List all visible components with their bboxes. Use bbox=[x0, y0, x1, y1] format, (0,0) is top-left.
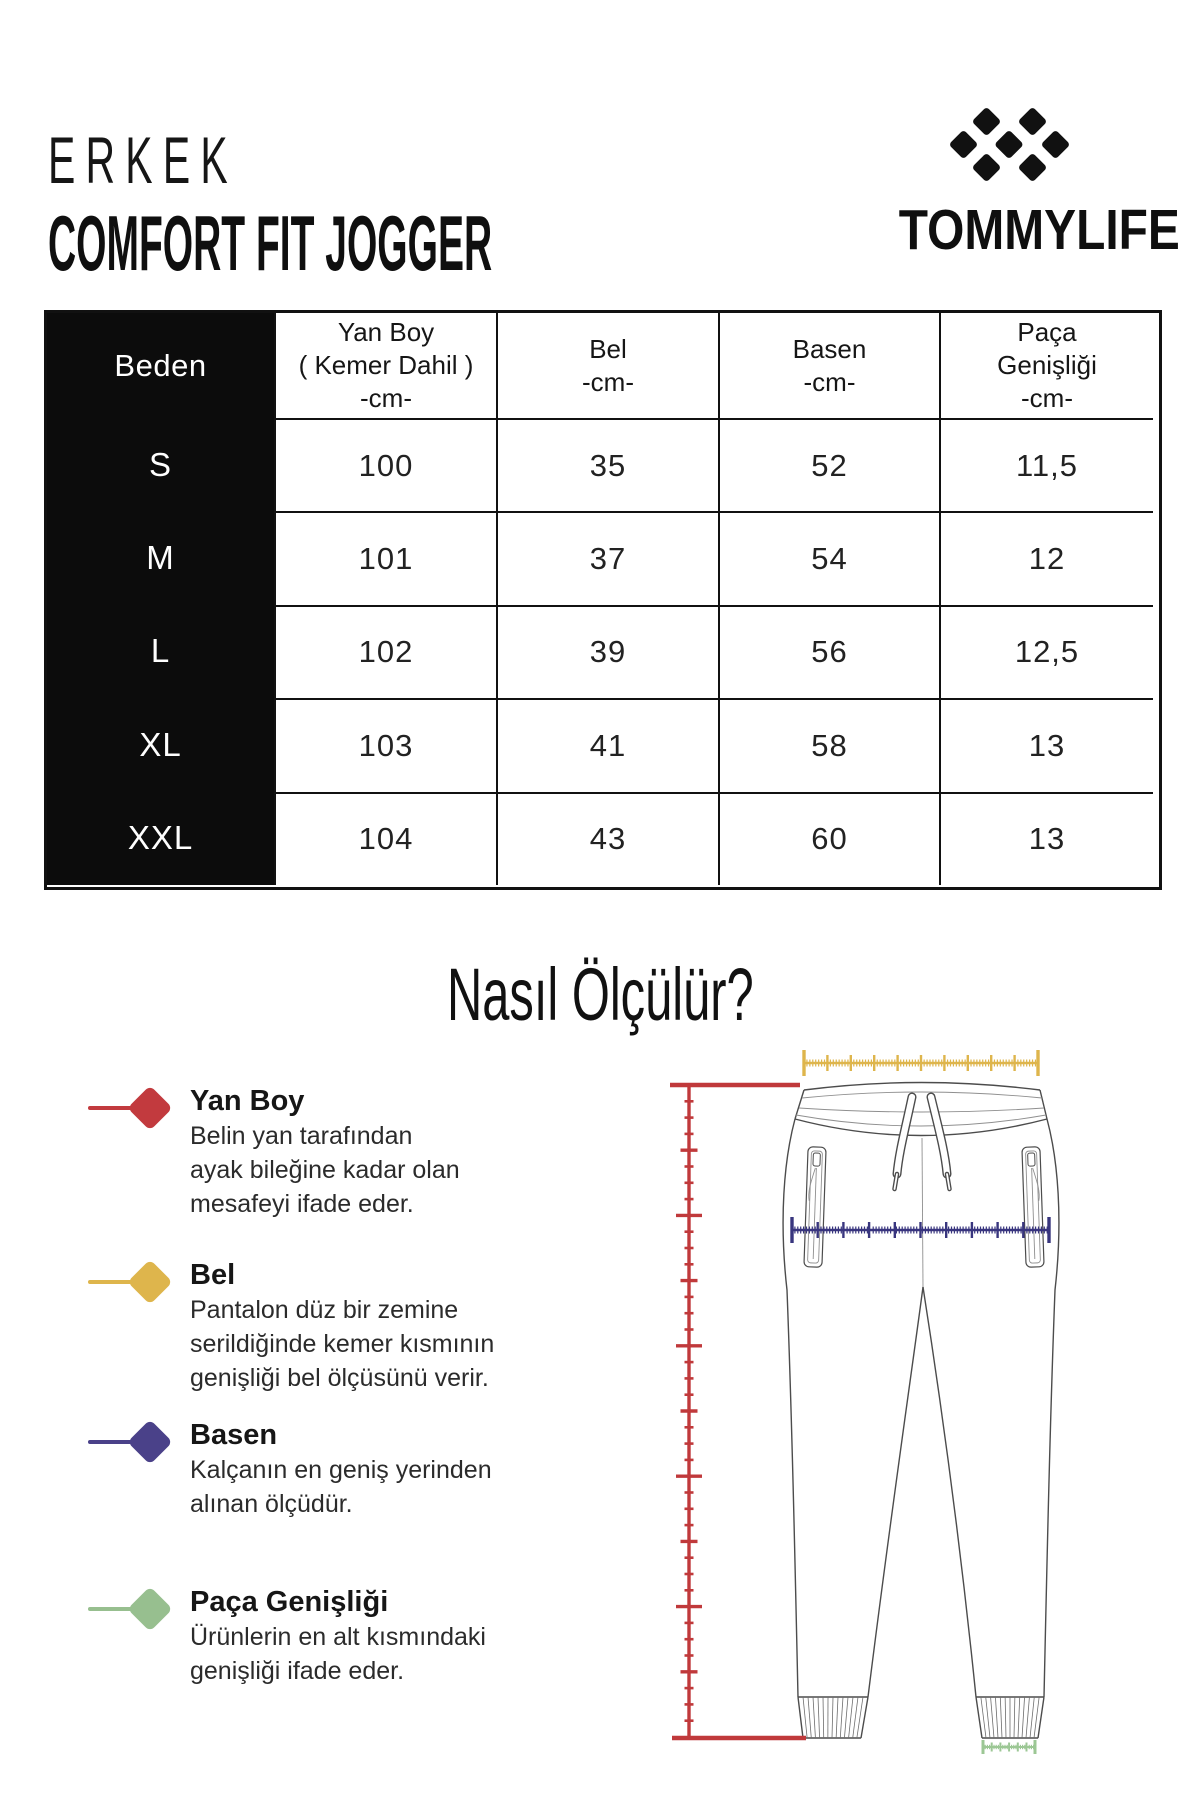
table-cell: 100 bbox=[274, 418, 496, 511]
legend-description: Belin yan tarafından ayak bileğine kadar olan mesafeyi ifade eder. bbox=[190, 1122, 460, 1218]
legend-description: Ürünlerin en alt kısmındaki genişliği ifade eder. bbox=[190, 1623, 486, 1685]
brand-logo-diamonds-icon bbox=[942, 95, 1082, 195]
bel-diamond-icon bbox=[88, 1259, 184, 1305]
column-header-yan-boy: Yan Boy ( Kemer Dahil ) -cm- bbox=[274, 313, 496, 418]
table-cell: 13 bbox=[939, 698, 1153, 791]
cuff-rib-lines bbox=[803, 1697, 1039, 1738]
table-cell: 12 bbox=[939, 511, 1153, 604]
legend-label: Bel bbox=[190, 1259, 236, 1291]
size-row-label: XL bbox=[139, 725, 182, 763]
table-cell: 43 bbox=[496, 792, 718, 885]
legend-label: Basen bbox=[190, 1419, 278, 1451]
size-row-label: XXL bbox=[127, 819, 194, 857]
legend-label: Paça Genişliği bbox=[190, 1586, 389, 1618]
table-cell: 60 bbox=[718, 792, 939, 885]
waistband-rib-lines bbox=[796, 1092, 1046, 1126]
table-cell: 56 bbox=[718, 605, 939, 698]
paca-genisligi-diamond-icon bbox=[88, 1586, 184, 1632]
product-category-title: ERKEK bbox=[48, 123, 238, 197]
right-zip-pocket bbox=[1022, 1147, 1044, 1268]
table-cell: 12,5 bbox=[939, 605, 1153, 698]
size-row-label: M bbox=[146, 539, 175, 577]
table-cell: 41 bbox=[496, 698, 718, 791]
basen-diamond-icon bbox=[88, 1419, 184, 1465]
table-cell: 52 bbox=[718, 418, 939, 511]
size-row-label: S bbox=[148, 445, 172, 483]
yan-boy-diamond-icon bbox=[88, 1085, 184, 1131]
size-row-label: L bbox=[150, 632, 171, 670]
legend-description: Pantalon düz bir zemine serildiğinde kemer kısmının genişliği bel ölçüsünü verir. bbox=[190, 1296, 495, 1392]
table-cell: 37 bbox=[496, 511, 718, 604]
table-cell: 101 bbox=[274, 511, 496, 604]
table-cell: 54 bbox=[718, 511, 939, 604]
table-cell: 39 bbox=[496, 605, 718, 698]
legend-item-paca-genisligi bbox=[88, 1584, 568, 1688]
column-header-beden: Beden bbox=[114, 347, 207, 383]
jogger-technical-drawing bbox=[560, 890, 1200, 1800]
legend-description: Kalçanın en geniş yerinden alınan ölçüdür. bbox=[190, 1456, 492, 1518]
legend-label: Yan Boy bbox=[190, 1085, 305, 1117]
table-cell: 104 bbox=[274, 792, 496, 885]
how-to-measure-title: Nasıl Ölçülür? bbox=[446, 953, 754, 1036]
size-table bbox=[44, 310, 1162, 890]
product-name-title: COMFORT FIT JOGGER bbox=[48, 199, 493, 287]
table-cell: 35 bbox=[496, 418, 718, 511]
column-header-bel: Bel -cm- bbox=[496, 313, 718, 418]
legend-item-basen bbox=[88, 1417, 568, 1521]
left-zip-pocket bbox=[804, 1147, 826, 1268]
table-cell: 102 bbox=[274, 605, 496, 698]
measurement-rulers bbox=[670, 1050, 1049, 1754]
legend-item-yan-boy bbox=[88, 1083, 568, 1221]
size-table-size-column bbox=[47, 313, 274, 885]
column-header-basen: Basen -cm- bbox=[718, 313, 939, 418]
table-cell: 13 bbox=[939, 792, 1153, 885]
table-cell: 11,5 bbox=[939, 418, 1153, 511]
table-cell: 103 bbox=[274, 698, 496, 791]
column-header-paca-genisligi: Paça Genişliği -cm- bbox=[939, 313, 1153, 418]
brand-wordmark: TOMMYLIFE bbox=[898, 198, 1180, 262]
legend-item-bel bbox=[88, 1257, 568, 1395]
table-cell: 58 bbox=[718, 698, 939, 791]
